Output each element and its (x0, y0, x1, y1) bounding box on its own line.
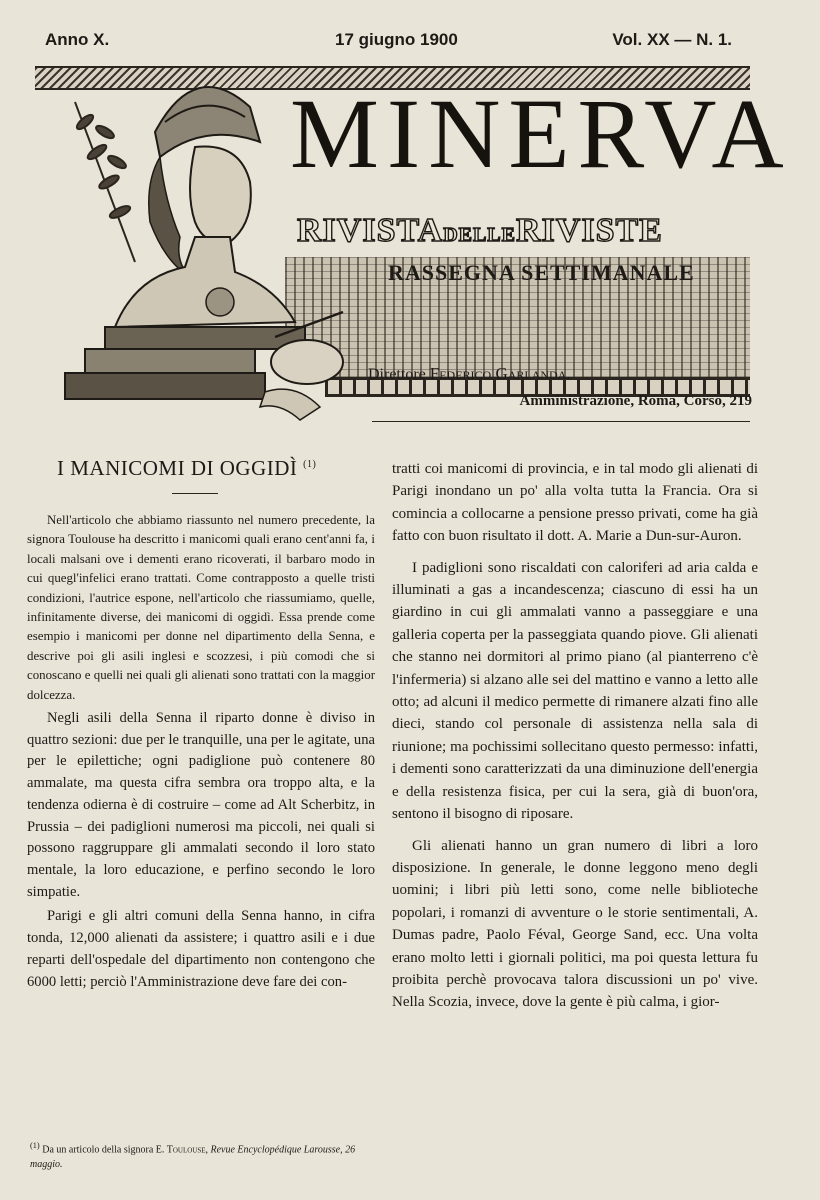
paragraph: Gli alienati hanno un gran numero di libri a loro disposizione. In generale, le donne leggono meno degli uomini; i libri più letti sono, come nelle biblioteche popolari, i romanzi di avventure o le storie sentimentali, A. Dumas padre, Paolo Féval, George Sand, ecc. Una volta erano molto letti i giornali politici, ma poi questa lettura fu proibita perchè provocava talora discussioni un po' vive. Nella Scozia, invece, dove la gente è più calma, i gior- (392, 837, 758, 1011)
article-title-footnote-ref: (1) (303, 459, 317, 470)
issue-header (45, 30, 732, 54)
director-prefix: Direttore (368, 366, 426, 383)
paragraph: Parigi e gli altri comuni della Senna hanno, in cifra tonda, 12,000 alienati da assistere; i quattro asili e i due reparti dell'ospedale del dipartimento non contengono che 6000 letti; perciò l'Amministrazione deve fare dei con- (27, 908, 375, 990)
article-column-right (392, 458, 758, 1014)
footnote-mark: (1) (30, 1141, 40, 1150)
footnote (30, 1138, 375, 1172)
director-name: Federico Garlanda. (429, 364, 571, 383)
subtitle-word-rivista: RIVISTA (297, 212, 444, 249)
title-underline (172, 493, 218, 494)
paragraph: tratti coi manicomi di provincia, e in tal modo gli alienati di Parigi inondano un po' alla volta tutta la Francia. Ora si comincia a collocarne a pensione presso privati, come ha già fatto con buon risultato il dott. A. Marie a Dun-sur-Auron. (392, 461, 758, 545)
article-title (57, 456, 316, 481)
issue-date: 17 giugno 1900 (335, 30, 458, 49)
article-title-text: I MANICOMI DI OGGIDÌ (57, 456, 298, 480)
subtitle-word-riviste: RIVISTE (516, 212, 663, 249)
footnote-author: E. Toulouse, (155, 1144, 208, 1156)
magazine-subtitle (297, 214, 663, 248)
footnote-source: Revue Encyclopédique Larousse, 26 maggio. (30, 1144, 356, 1171)
magazine-tagline: RASSEGNA SETTIMANALE (388, 260, 695, 285)
paragraph: Nell'articolo che abbiamo riassunto nel numero precedente, la signora Toulouse ha descritto i manicomi quali erano cent'anni fa, i locali malsani ove i dementi erano ricoverati, il barbaro modo in cui quegl'infelici erano trattati. Come contrapposto a quelle tristi condizioni, l'autrice espone, nell'articolo che riassumiamo, quelle, infinitamente diverse, dei manicomi di oggidì. Essa prende come esempio i manicomi per donne nel dipartimento della Senna, e descrive poi gli asili inglesi e scozzesi, i più comodi che si conoscano e quelli nei quali gli alienati sono trattati con la maggior dolcezza. (27, 513, 375, 702)
paragraph: Negli asili della Senna il riparto donne è diviso in quattro sezioni: due per le tranquille, una per le agitate, una per le epilettiche; ogni padiglione può contenere 80 ammalate, ma questa cifra sembra ora troppo alta, e la tendenza odierna è di costruire – come ad Alt Scherbitz, in Prussia – dei padiglioni numerosi ma piccoli, nei quali si possono raggruppare gli ammalati secondo il loro stato mentale, la loro educazione, e perfino secondo le loro simpatie. (27, 710, 375, 900)
issue-volume: Vol. XX — N. 1. (612, 30, 732, 49)
director-line (368, 364, 571, 384)
paragraph: I padiglioni sono riscaldati con caloriferi ad aria calda e illuminati a gas a incandescenza; ciascuno di essi ha un giardino in cui gli ammalati vanno a passeggiare e una galleria coperta per la passeggiata quando piove. Gli alienati che stanno nei dormitori al primo piano (al pianterreno c'è l'infermeria) si alzano alle sei del mattino e vanno a letto alle otto; ad alcuni il medico permette di rimanere alzati fino alle dieci, stando col personale di assistenza nella sala di riunione; ma pochissimi sollecitano questo permesso: infatti, i dementi sono caratterizzati da una diminuzione dell'energia e della resistenza fisica, per cui la sera, già di buon'ora, sentono il bisogno di riposare. (392, 559, 758, 823)
footnote-text: Da un articolo della signora (42, 1144, 154, 1156)
administration-address: Amministrazione, Roma, Corso, 219 (519, 393, 752, 409)
article-column-left (27, 511, 375, 993)
subtitle-word-delle: DELLE (443, 224, 516, 246)
magazine-title: MINERVA (290, 78, 792, 189)
masthead-divider (372, 421, 750, 422)
issue-year: Anno X. (45, 30, 110, 49)
